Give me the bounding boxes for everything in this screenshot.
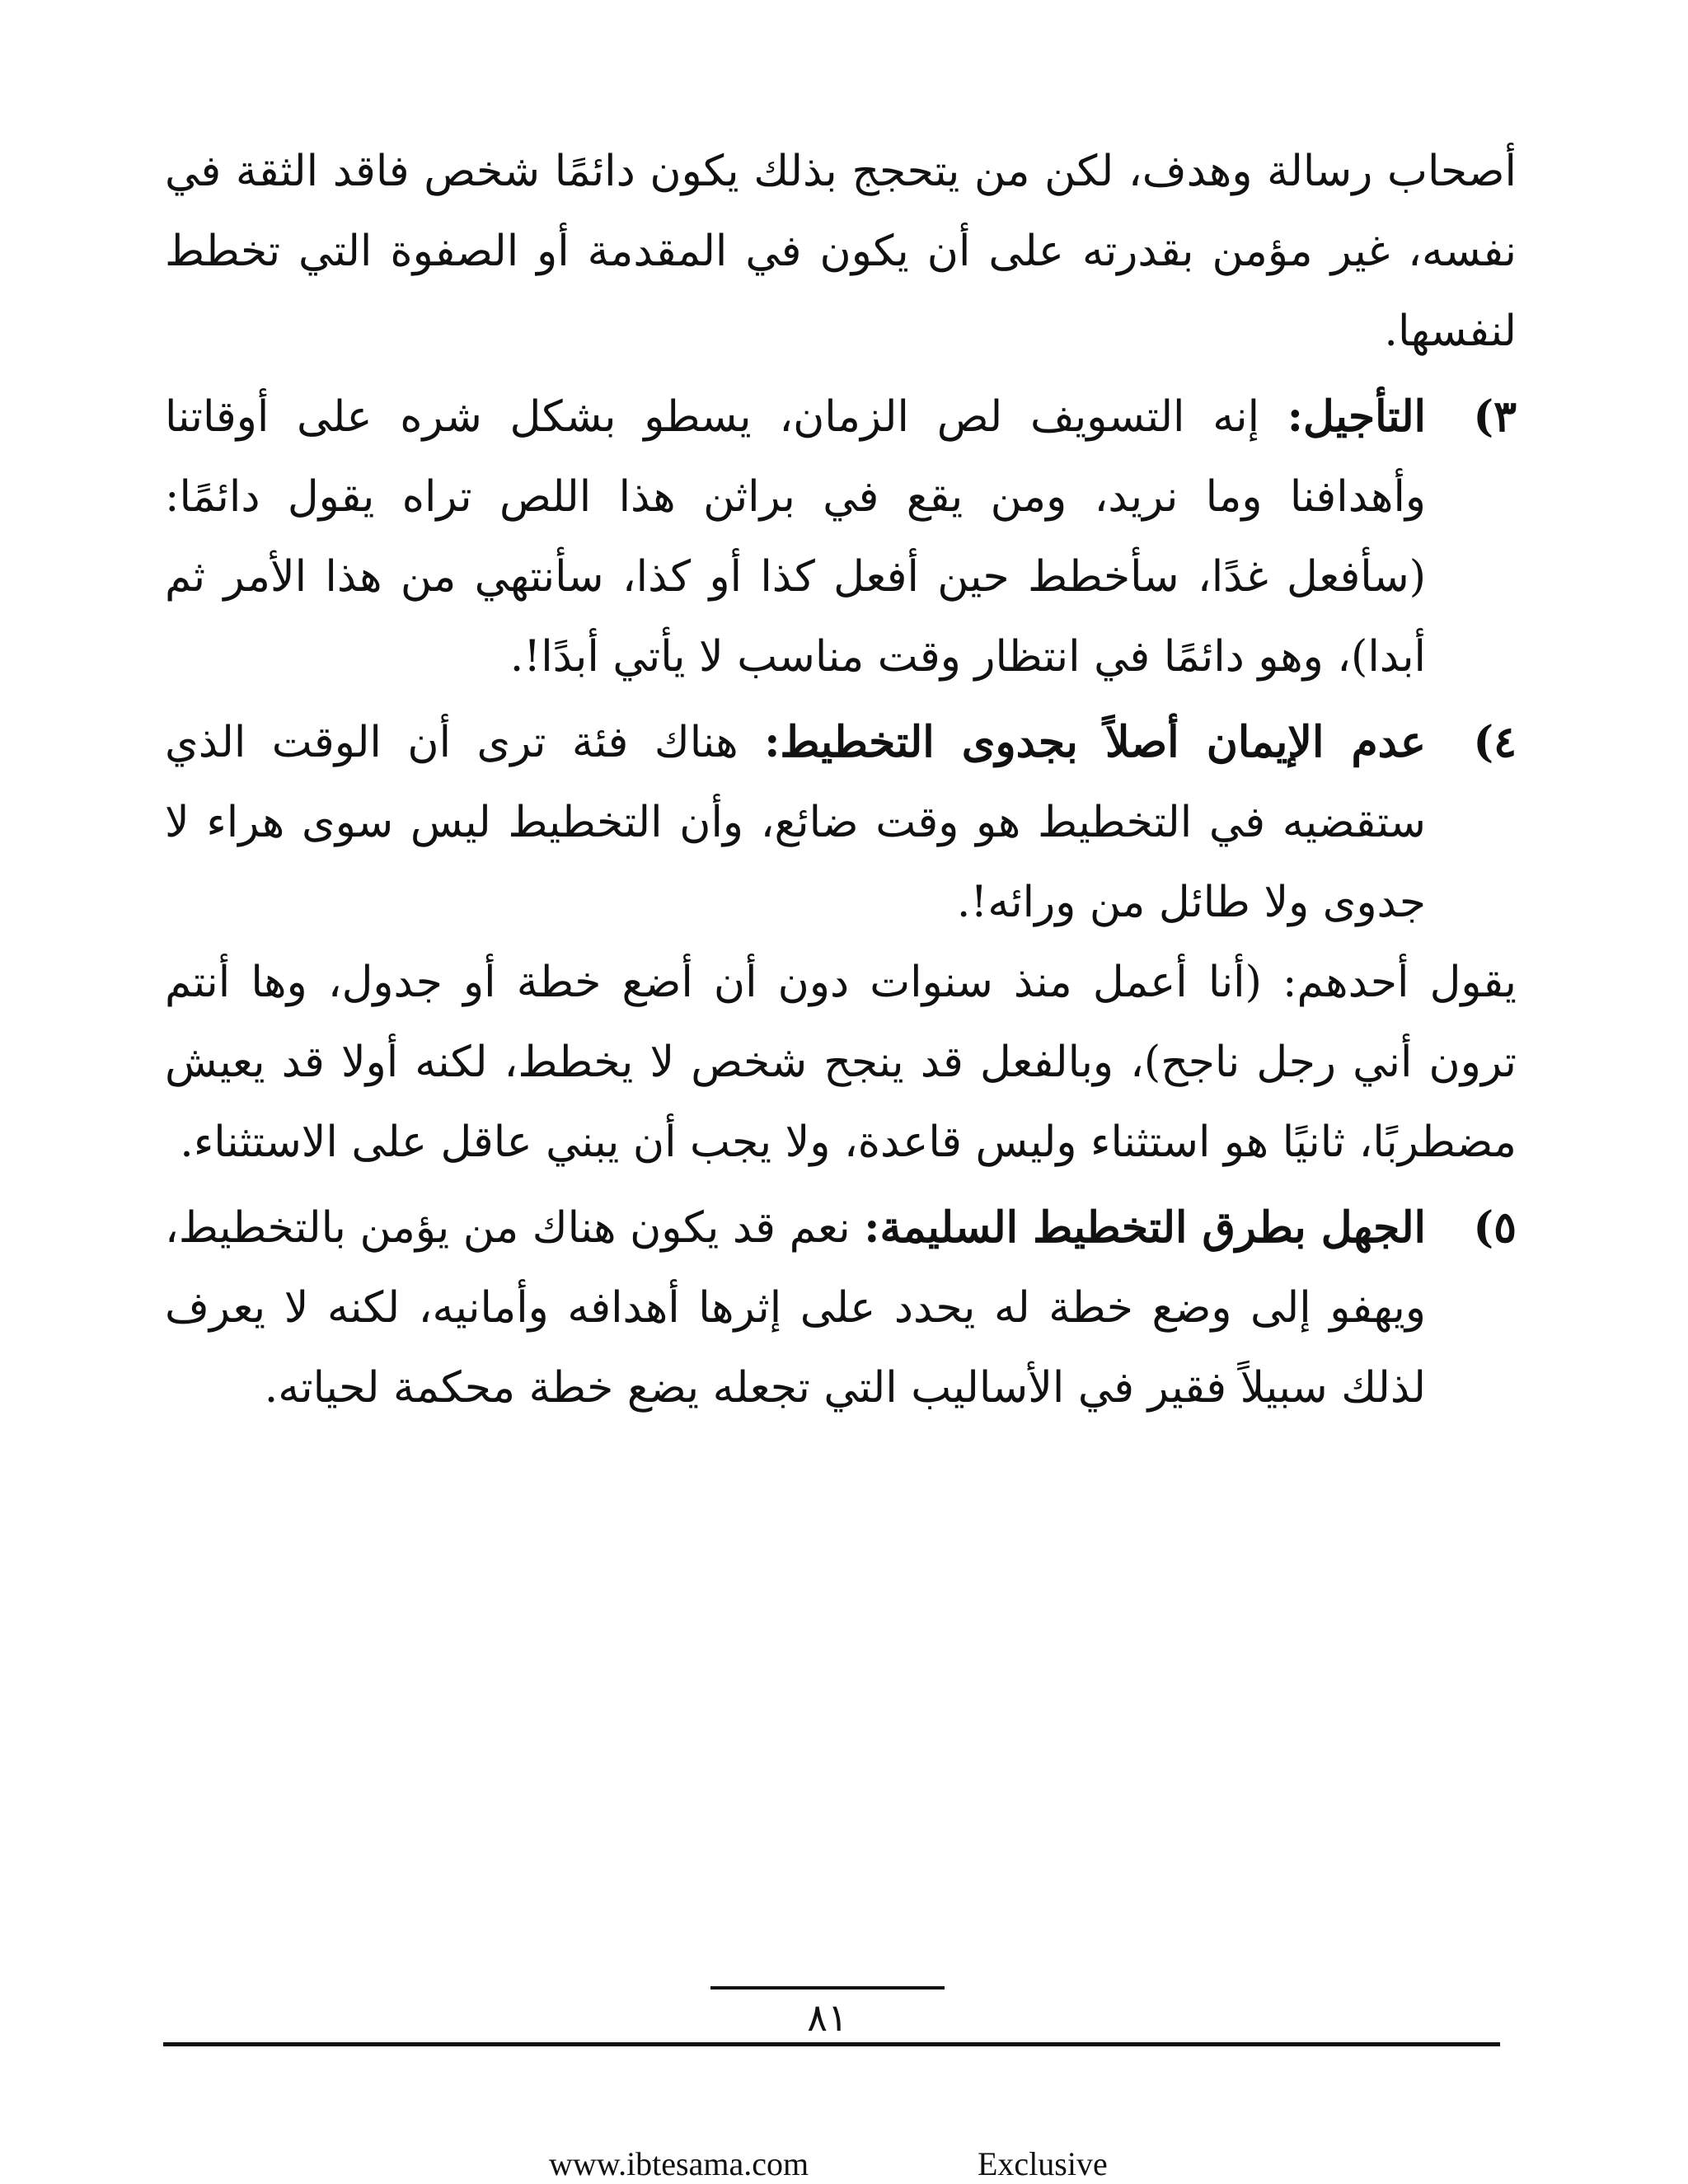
page-body bbox=[165, 132, 1517, 1428]
watermark-label: Exclusive bbox=[978, 2145, 1108, 2182]
intro-paragraph: أصحاب رسالة وهدف، لكن من يتحجج بذلك يكون دائمًا شخص فاقد الثقة في نفسه، غير مؤمن بقدرته على أن يكون في المقدمة أو الصفوة التي تخطط لنفسها. bbox=[165, 147, 1517, 356]
list-item-5 bbox=[165, 1188, 1517, 1428]
item-text: إنه التسويف لص الزمان، يسطو بشكل شره على أوقاتنا وأهدافنا وما نريد، ومن يقع في براثن هذا اللص تراه يقول دائمًا: (سأفعل غدًا، سأخطط حين أفعل كذا أو كذا، سأنتهي من هذا الأمر ثم أبدا)، وهو دائمًا في انتظار وقت مناسب لا يأتي أبدًا!. bbox=[165, 392, 1426, 682]
item-number: ٥) bbox=[1473, 1202, 1517, 1253]
page-number-rule bbox=[710, 1986, 945, 1990]
list-item-3 bbox=[165, 377, 1517, 697]
item-heading: الجهل بطرق التخطيط السليمة: bbox=[864, 1202, 1426, 1253]
item-heading: عدم الإيمان أصلاً بجدوى التخطيط: bbox=[764, 717, 1427, 767]
footer-divider bbox=[163, 2042, 1500, 2046]
item-text: هناك فئة ترى أن الوقت الذي ستقضيه في التخطيط هو وقت ضائع، وأن التخطيط ليس سوى هراء لا جدوى ولا طائل من ورائه!. bbox=[165, 718, 1426, 927]
quote-paragraph: يقول أحدهم: (أنا أعمل منذ سنوات دون أن أضع خطة أو جدول، وها أنتم ترون أني رجل ناجح)، وبالفعل قد ينجح شخص لا يخطط، لكنه أولا قد يعيش مضطربًا، ثانيًا هو استثناء وليس قاعدة، ولا يجب أن يبني عاقل على الاستثناء. bbox=[165, 958, 1517, 1167]
page-number: ٨١ bbox=[807, 1995, 848, 2040]
item-text: نعم قد يكون هناك من يؤمن بالتخطيط، ويهفو إلى وضع خطة له يحدد على إثرها أهدافه وأمانيه، لكنه لا يعرف لذلك سبيلاً فقير في الأساليب التي تجعله يضع خطة محكمة لحياته. bbox=[165, 1203, 1426, 1413]
item-heading: التأجيل: bbox=[1287, 391, 1426, 442]
watermark-url: www.ibtesama.com bbox=[549, 2145, 809, 2182]
list-item-4 bbox=[165, 702, 1517, 943]
item-number: ٤) bbox=[1473, 717, 1517, 767]
item-number: ٣) bbox=[1473, 391, 1517, 442]
